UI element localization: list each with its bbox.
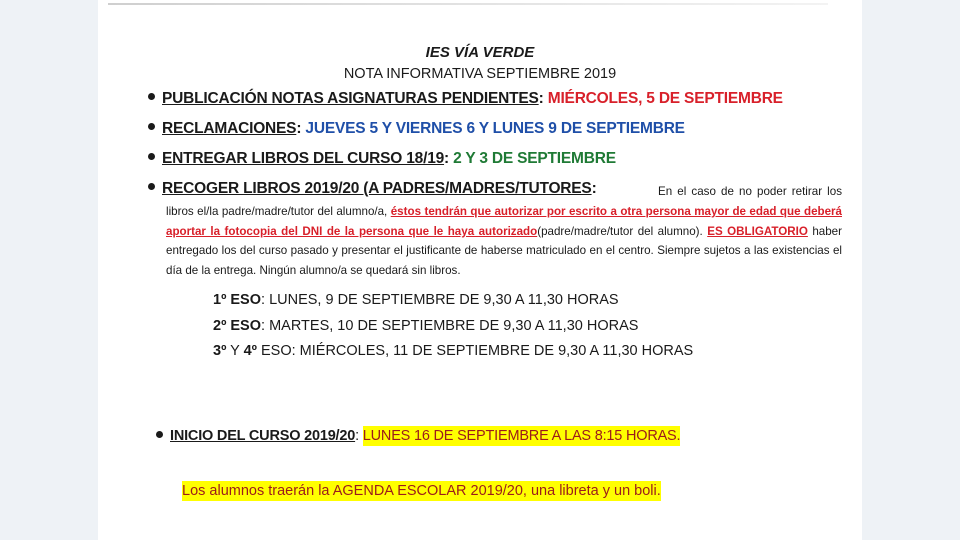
- paragraph-text-2: (padre/madre/tutor del alumno).: [537, 224, 708, 238]
- schedule-when: MARTES, 10 DE SEPTIEMBRE DE 9,30 A 11,30 HORAS: [265, 318, 639, 334]
- item-value-highlighted: LUNES 16 DE SEPTIEMBRE A LAS 8:15 HORAS.: [362, 428, 681, 444]
- item-label: ENTREGAR LIBROS DEL CURSO 18/19: [162, 150, 445, 167]
- item-value: JUEVES 5 Y VIERNES 6 Y LUNES 9 DE SEPTIEMBRE: [305, 120, 685, 137]
- item-reclamaciones: [148, 120, 685, 138]
- paragraph-obligatorio: ES OBLIGATORIO: [707, 224, 808, 238]
- schedule-sep: :: [261, 292, 266, 308]
- document-page: [98, 0, 862, 540]
- schedule-row-1eso: [213, 292, 619, 308]
- recoger-libros-paragraph: [166, 182, 842, 281]
- item-separator: :: [296, 120, 302, 137]
- paragraph-text-1: En el caso de no poder retirar los libros el/la padre/madre/tutor del alumno/a,: [166, 185, 842, 218]
- item-label: RECOGER LIBROS 2019/20 (A PADRES/MADRES/TUTORES: [162, 180, 592, 197]
- schedule-course-eso: ESO: [256, 343, 292, 359]
- schedule-course: 2º ESO: [213, 318, 262, 334]
- item-separator: :: [444, 150, 450, 167]
- document-subtitle: NOTA INFORMATIVA SEPTIEMBRE 2019: [343, 66, 617, 82]
- schedule-when: MIÉRCOLES, 11 DE SEPTIEMBRE DE 9,30 A 11,30 HORAS: [295, 343, 694, 359]
- item-separator: :: [538, 90, 544, 107]
- bullet-icon: [148, 93, 155, 100]
- bullet-icon: [148, 153, 155, 160]
- item-value: 2 Y 3 DE SEPTIEMBRE: [453, 150, 616, 167]
- item-publicacion-notas: [148, 90, 783, 108]
- schedule-course-and: Y: [226, 343, 244, 359]
- paragraph-text-3: haber entregado los del curso pasado y presentar el justificante de haberse matriculado en el centro. Siempre sujetos a las existencias el día de la entrega. Ningún alumno/a se quedará sin libros.: [166, 224, 842, 278]
- page-top-edge: [108, 3, 828, 5]
- item-entregar-libros: [148, 150, 616, 168]
- paragraph-authorization-note: éstos tendrán que autorizar por escrito a otra persona mayor de edad que deberá aportar la fotocopia del DNI de la persona que le haya autorizado: [166, 204, 843, 238]
- footer-note-highlighted: Los alumnos traerán la AGENDA ESCOLAR 2019/20, una libreta y un boli.: [182, 483, 661, 499]
- schedule-when: LUNES, 9 DE SEPTIEMBRE DE 9,30 A 11,30 HORAS: [265, 292, 619, 308]
- bullet-icon: [156, 431, 163, 438]
- schedule-sep: :: [261, 318, 266, 334]
- schedule-sep: :: [291, 343, 296, 359]
- item-label: RECLAMACIONES: [162, 120, 297, 137]
- schedule-row-2eso: [213, 318, 638, 334]
- schedule-course-3: 3º: [213, 343, 227, 359]
- bullet-icon: [148, 183, 155, 190]
- item-inicio-curso: [156, 428, 680, 444]
- schedule-course: 1º ESO: [213, 292, 262, 308]
- document-title: IES VÍA VERDE: [425, 44, 535, 61]
- item-separator: :: [591, 180, 597, 197]
- footer-note: [182, 483, 661, 499]
- schedule-row-3-4eso: [213, 343, 693, 359]
- item-value: MIÉRCOLES, 5 DE SEPTIEMBRE: [547, 90, 783, 107]
- item-label: INICIO DEL CURSO 2019/20: [170, 428, 356, 444]
- item-separator: :: [355, 428, 363, 444]
- schedule-course-4: 4º: [243, 343, 257, 359]
- bullet-icon: [148, 123, 155, 130]
- item-label: PUBLICACIÓN NOTAS ASIGNATURAS PENDIENTES: [162, 90, 539, 107]
